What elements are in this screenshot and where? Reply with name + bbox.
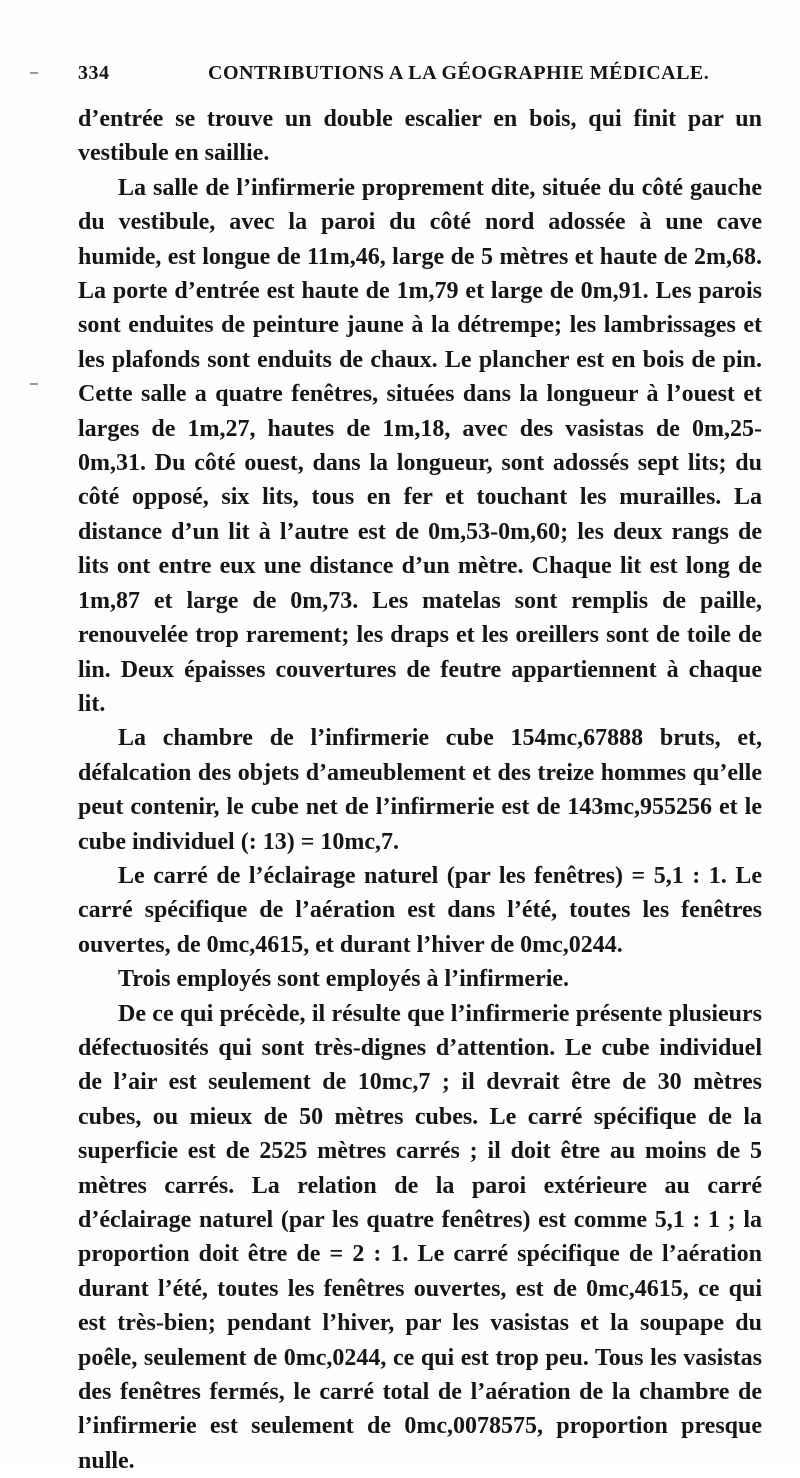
- running-title: CONTRIBUTIONS A LA GÉOGRAPHIE MÉDICALE.: [208, 62, 710, 84]
- margin-mark: [30, 383, 38, 385]
- paragraph-5: Trois employés sont employés à l’infirmerie.: [118, 966, 570, 993]
- paragraph-3: La chambre de l’infirmerie cube 154mc,67888 bruts, et, défalcation des objets d’ameublement et des treize hommes qu’elle peut contenir, le cube net de l’infirmerie est de 143mc,955256 et le cube individuel (: 13) = 10mc,7.: [78, 725, 762, 855]
- margin-mark: [30, 72, 38, 74]
- page-number: 334: [78, 62, 110, 84]
- body-text: [78, 102, 762, 1478]
- paragraph-1: d’entrée se trouve un double escalier en bois, qui finit par un vestibule en saillie.: [78, 106, 762, 167]
- paragraph-6: De ce qui précède, il résulte que l’infirmerie présente plusieurs défectuosités qui sont très-dignes d’attention. Le cube individuel de l’air est seulement de 10mc,7 ; il devrait être de 30 mètres cubes, ou mieux de 50 mètres cubes. Le carré spécifique de la superficie est de 2525 mètres carrés ; il doit être au moins de 5 mètres carrés. La relation de la paroi extérieure au carré d’éclairage naturel (par les quatre fenêtres) est comme 5,1 : 1 ; la proportion doit être de = 2 : 1. Le carré spécifique de l’aération durant l’été, toutes les fenêtres ouvertes, est de 0mc,4615, ce qui est très-bien; pendant l’hiver, par les vasistas et la soupape du poêle, seulement de 0mc,0244, ce qui est trop peu. Tous les vasistas des fenêtres fermés, le carré total de l’aération de la chambre de l’infirmerie est seulement de 0mc,0078575, proportion presque nulle.: [78, 1000, 762, 1474]
- paragraph-4: Le carré de l’éclairage naturel (par les fenêtres) = 5,1 : 1. Le carré spécifique de l’aération est dans l’été, toutes les fenêtres ouvertes, de 0mc,4615, et durant l’hiver de 0mc,0244.: [78, 862, 762, 958]
- page-header: [78, 62, 758, 92]
- paragraph-2: La salle de l’infirmerie proprement dite, située du côté gauche du vestibule, avec la paroi du côté nord adossée à une cave humide, est longue de 11m,46, large de 5 mètres et haute de 2m,68. La porte d’entrée est haute de 1m,79 et large de 0m,91. Les parois sont enduites de peinture jaune à la détrempe; les lambrissages et les plafonds sont enduits de chaux. Le plancher est en bois de pin. Cette salle a quatre fenêtres, situées dans la longueur à l’ouest et larges de 1m,27, hautes de 1m,18, avec des vasistas de 0m,25-0m,31. Du côté ouest, dans la longueur, sont adossés sept lits; du côté opposé, six lits, tous en fer et touchant les murailles. La distance d’un lit à l’autre est de 0m,53-0m,60; les deux rangs de lits ont entre eux une distance d’un mètre. Chaque lit est long de 1m,87 et large de 0m,73. Les matelas sont remplis de paille, renouvelée trop rarement; les draps et les oreillers sont de toile de lin. Deux épaisses couvertures de feutre appartiennent à chaque lit.: [78, 174, 762, 717]
